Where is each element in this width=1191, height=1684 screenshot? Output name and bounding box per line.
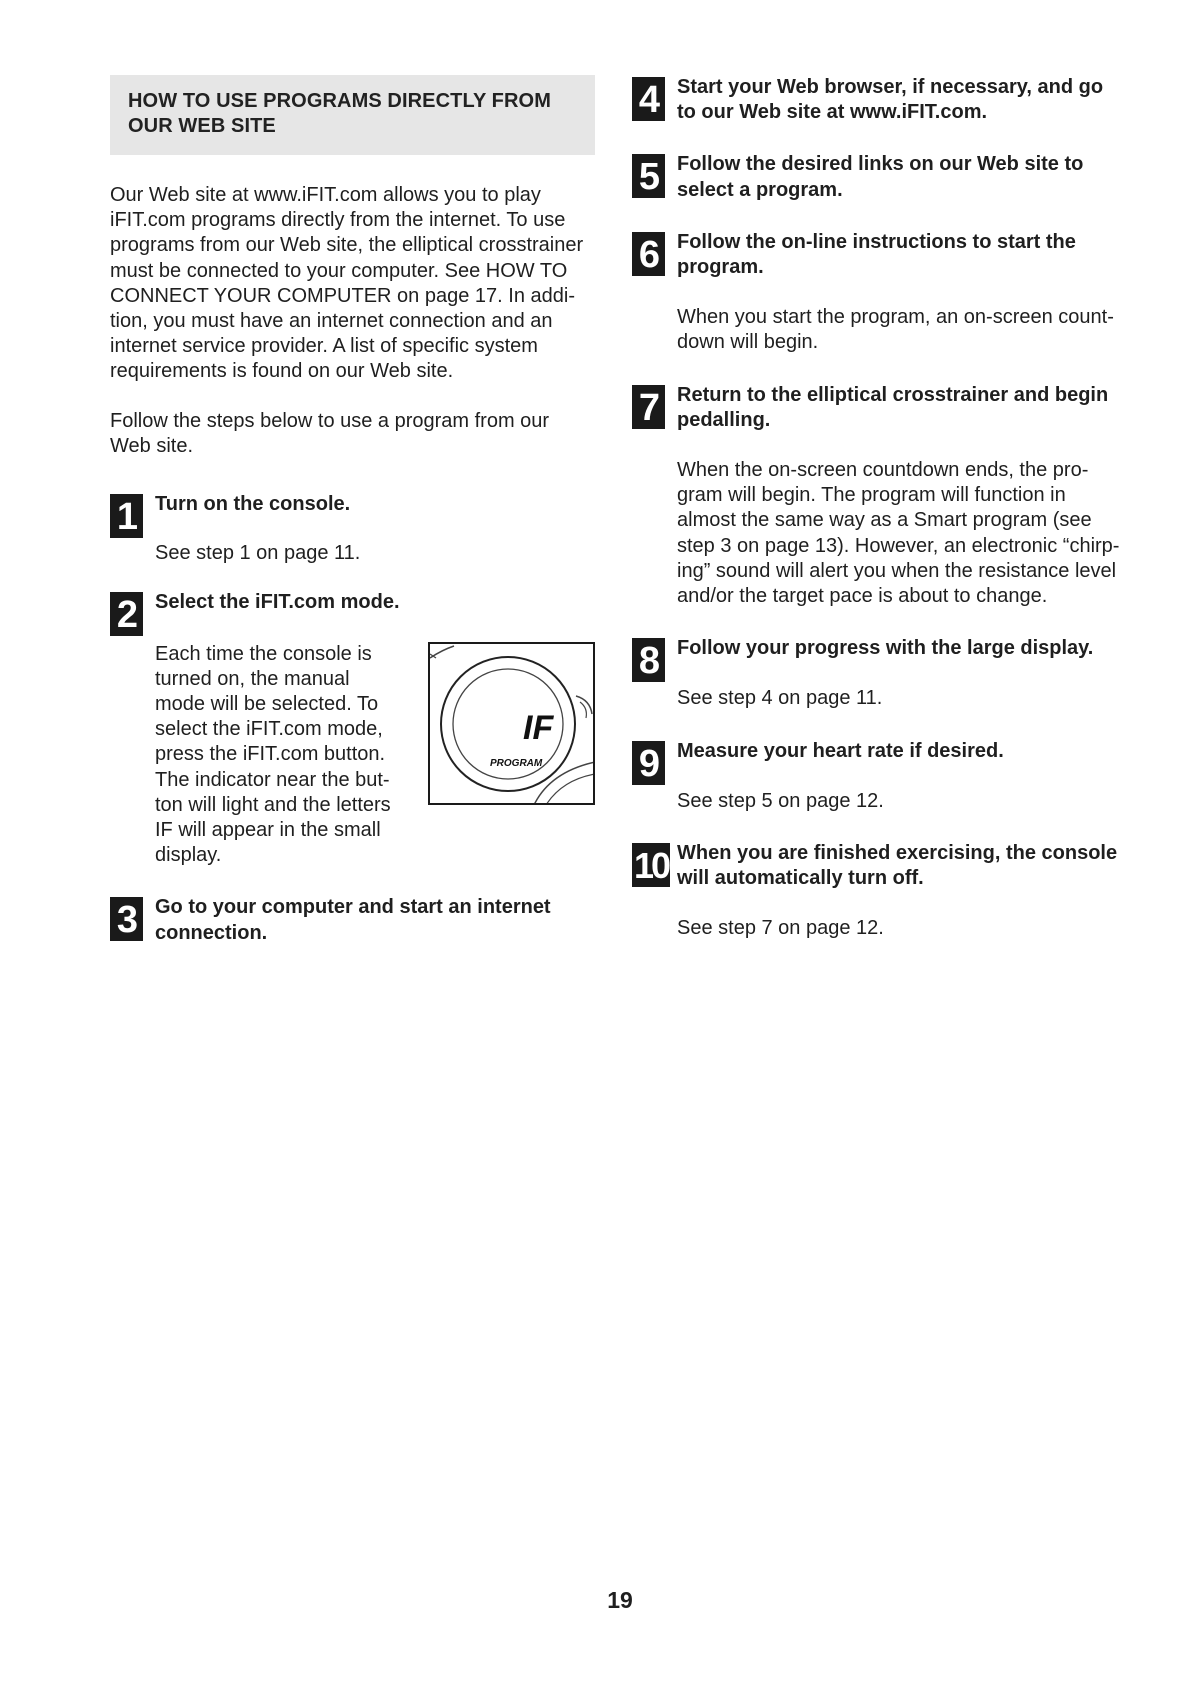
intro-paragraph: Our Web site at www.iFIT.com allows you to play iFIT.com programs directly from the internet. To use programs from our Web site, the elliptical crosstrainer must be connected to your computer. See HOW TO CONNECT YOUR COMPUTER on page 17. In addi-tion, you must have an internet connection and an internet service provider. A list of specific system requirements is found on our Web site.	[110, 184, 584, 383]
step-body: When the on-screen countdown ends, the pro-gram will begin. The program will function in almost the same way as a Smart program (see step 3 on page 13). However, an electronic “chirp-ing” sound will alert you when the resistance level and/or the target pace is about to change.	[677, 459, 1120, 608]
step-2-content	[155, 642, 595, 869]
step-title: Start your Web browser, if necessary, and go to our Web site at www.iFIT.com.	[677, 76, 1104, 124]
step-number: 8	[632, 638, 665, 682]
console-display-illustration	[428, 642, 595, 805]
step-title: Follow the on-line instructions to start the program.	[677, 230, 1076, 279]
step-body: Each time the console is turned on, the manual mode will be selected. To select the iFIT.com mode, press the iFIT.com button. The indicator near the but-ton will light and the letters IF will appear in the small display.	[155, 642, 391, 867]
step-title: Turn on the console.	[155, 493, 351, 516]
step-5	[632, 152, 1122, 202]
section-header: HOW TO USE PROGRAMS DIRECTLY FROM OUR WEB SITE	[110, 75, 595, 155]
step-number: 1	[110, 494, 143, 538]
left-column	[110, 75, 595, 946]
step-title: Select the iFIT.com mode.	[155, 591, 400, 614]
step-title: Measure your heart rate if desired.	[677, 739, 1004, 762]
step-number: 9	[632, 741, 665, 785]
console-display-drawing	[430, 644, 595, 805]
step-1	[110, 492, 595, 566]
step-7	[632, 383, 1122, 610]
step-number: 7	[632, 385, 665, 429]
step-body: See step 5 on page 12.	[677, 789, 884, 812]
step-number: 10	[633, 845, 669, 887]
step-2	[110, 590, 595, 868]
step-title: When you are finished exercising, the console will automatically turn off.	[677, 842, 1118, 890]
step-body: See step 4 on page 11.	[677, 687, 883, 710]
step-body: When you start the program, an on-screen count-down will begin.	[677, 306, 1114, 354]
step-number: 6	[632, 232, 665, 276]
step-title: Follow your progress with the large display.	[677, 637, 1094, 660]
step-number: 2	[110, 592, 143, 636]
right-column	[632, 75, 1122, 942]
step-6	[632, 230, 1122, 356]
step-number: 4	[632, 77, 665, 121]
step-9	[632, 739, 1122, 814]
step-body: See step 7 on page 12.	[677, 917, 884, 940]
intro-paragraph-2: Follow the steps below to use a program from our Web site.	[110, 409, 550, 457]
step-title: Go to your computer and start an internet connection.	[155, 896, 551, 944]
step-title: Follow the desired links on our Web site to select a program.	[677, 153, 1084, 201]
step-3	[110, 895, 595, 945]
program-label: PROGRAM	[490, 757, 543, 769]
step-number: 3	[110, 897, 143, 941]
page-number: 19	[607, 1587, 633, 1613]
step-8	[632, 636, 1122, 711]
step-number: 5	[632, 154, 665, 198]
step-4	[632, 75, 1122, 125]
step-title: Return to the elliptical crosstrainer and begin pedalling.	[677, 383, 1109, 431]
lcd-display-text: IF	[523, 708, 554, 747]
step-10	[632, 841, 1122, 942]
step-body: See step 1 on page 11.	[155, 542, 361, 565]
